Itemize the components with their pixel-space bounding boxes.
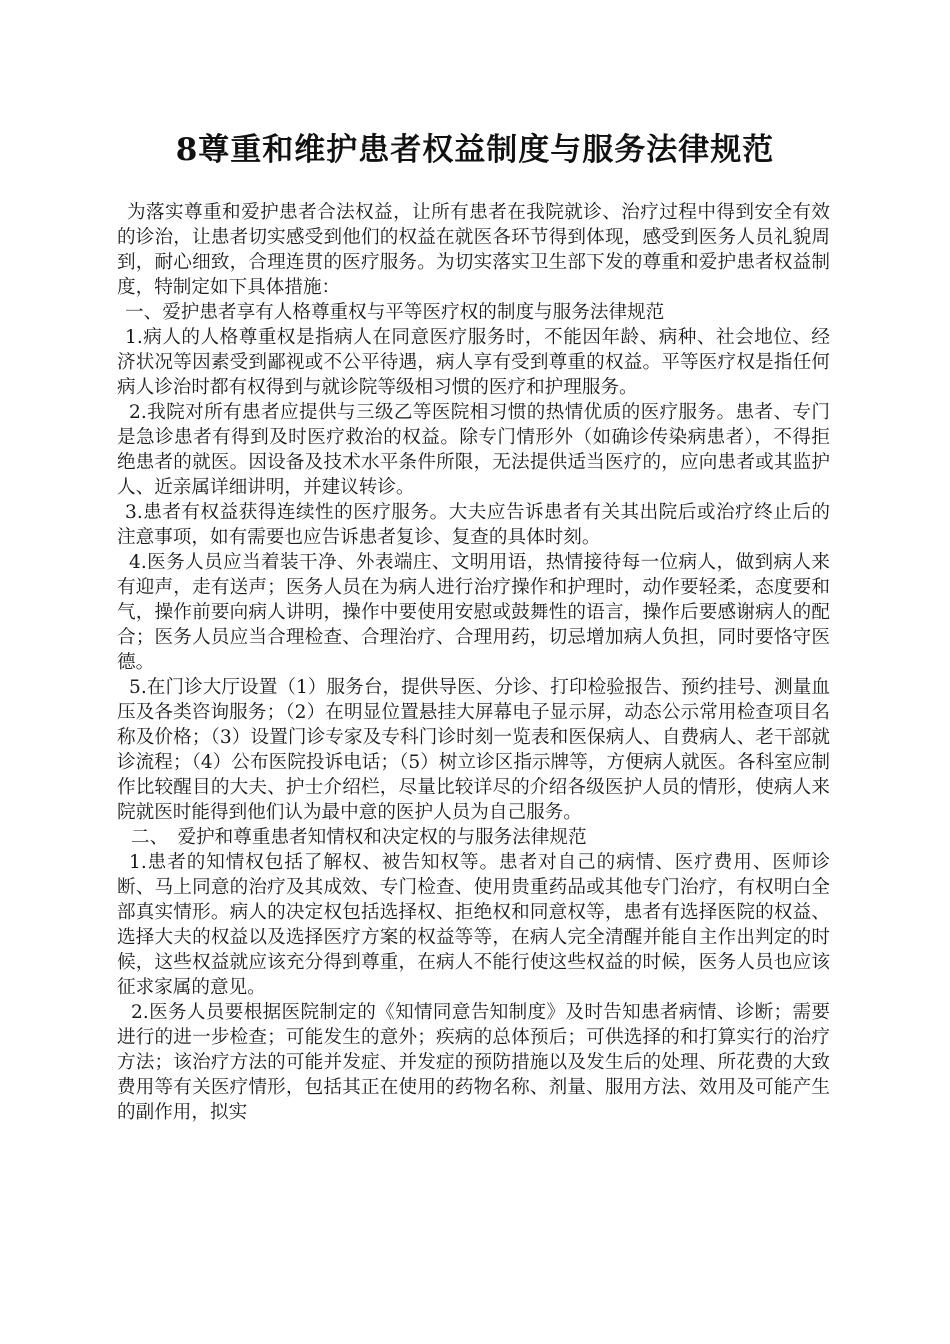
paragraph-1-3: 3.患者有权益获得连续性的医疗服务。大夫应告诉患者有关其出院后或治疗终止后的注意事项，如有需要也应告诉患者复诊、复查的具体时刻。 [117, 502, 830, 548]
section-heading-1: 一、爱护患者享有人格尊重权与平等医疗权的制度与服务法律规范 [125, 302, 665, 323]
paragraph-2-1: 1.患者的知情权包括了解权、被告知权等。患者对自己的病情、医疗费用、医师诊断、马上同意的治疗及其成效、专门检查、使用贵重药品或其他专门治疗，有权明白全部真实情形。病人的决定权包括选择权、拒绝权和同意权等，患者有选择医院的权益、选择大夫的权益以及选择医疗方案的权益等等，在病人完全清醒并能自主作出判定的时候，这些权益就应该充分得到尊重，在病人不能行使这些权益的时候，医务人员也应该征求家属的意见。 [117, 852, 830, 998]
paragraph-1-4: 4.医务人员应当着装干净、外表端庄、文明用语，热情接待每一位病人，做到病人来有迎声，走有送声；医务人员在为病人进行治疗操作和护理时，动作要轻柔，态度要和气，操作前要向病人讲明，操作中要使用安慰或鼓舞性的语言，操作后要感谢病人的配合；医务人员应当合理检查、合理治疗、合理用药，切忌增加病人负担，同时要恪守医德。 [117, 552, 830, 673]
section-heading-2: 二、 爱护和尊重患者知情权和决定权的与服务法律规范 [131, 827, 587, 848]
paragraph-1-2: 2.我院对所有患者应提供与三级乙等医院相习惯的热情优质的医疗服务。患者、专门是急诊患者有得到及时医疗救治的权益。除专门情形外（如确诊传染病患者），不得拒绝患者的就医。因设备及技术水平条件所限，无法提供适当医疗的，应向患者或其监护人、近亲属详细讲明，并建议转诊。 [117, 402, 830, 498]
document-body [117, 200, 830, 1125]
paragraph-1-1: 1.病人的人格尊重权是指病人在同意医疗服务时，不能因年龄、病种、社会地位、经济状况等因素受到鄙视或不公平待遇，病人享有受到尊重的权益。平等医疗权是指任何病人诊治时都有权得到与就诊院等级相习惯的医疗和护理服务。 [117, 327, 830, 398]
document-title: 8尊重和维护患者权益制度与服务法律规范 [175, 132, 775, 168]
intro-paragraph: 为落实尊重和爱护患者合法权益，让所有患者在我院就诊、治疗过程中得到安全有效的诊治，让患者切实感受到他们的权益在就医各环节得到体现，感受到医务人员礼貌周到，耐心细致，合理连贯的医疗服务。为切实落实卫生部下发的尊重和爱护患者权益制度，特制定如下具体措施： [117, 202, 830, 298]
paragraph-1-5: 5.在门诊大厅设置（1）服务台，提供导医、分诊、打印检验报告、预约挂号、测量血压及各类咨询服务；（2）在明显位置悬挂大屏幕电子显示屏，动态公示常用检查项目名称及价格；（3）设置门诊专家及专科门诊时刻一览表和医保病人、自费病人、老干部就诊流程；（4）公布医院投诉电话；（5）树立诊区指示牌等，方便病人就医。各科室应制作比较醒目的大夫、护士介绍栏，尽量比较详尽的介绍各级医护人员的情形，使病人来院就医时能得到他们认为最中意的医护人员为自己服务。 [117, 677, 830, 823]
paragraph-2-2: 2.医务人员要根据医院制定的《知情同意告知制度》及时告知患者病情、诊断；需要进行的进一步检查；可能发生的意外；疾病的总体预后；可供选择的和打算实行的治疗方法；该治疗方法的可能并发症、并发症的预防措施以及发生后的处理、所花费的大致费用等有关医疗情形，包括其正在使用的药物名称、剂量、服用方法、效用及可能产生的副作用，拟实 [117, 1002, 830, 1123]
